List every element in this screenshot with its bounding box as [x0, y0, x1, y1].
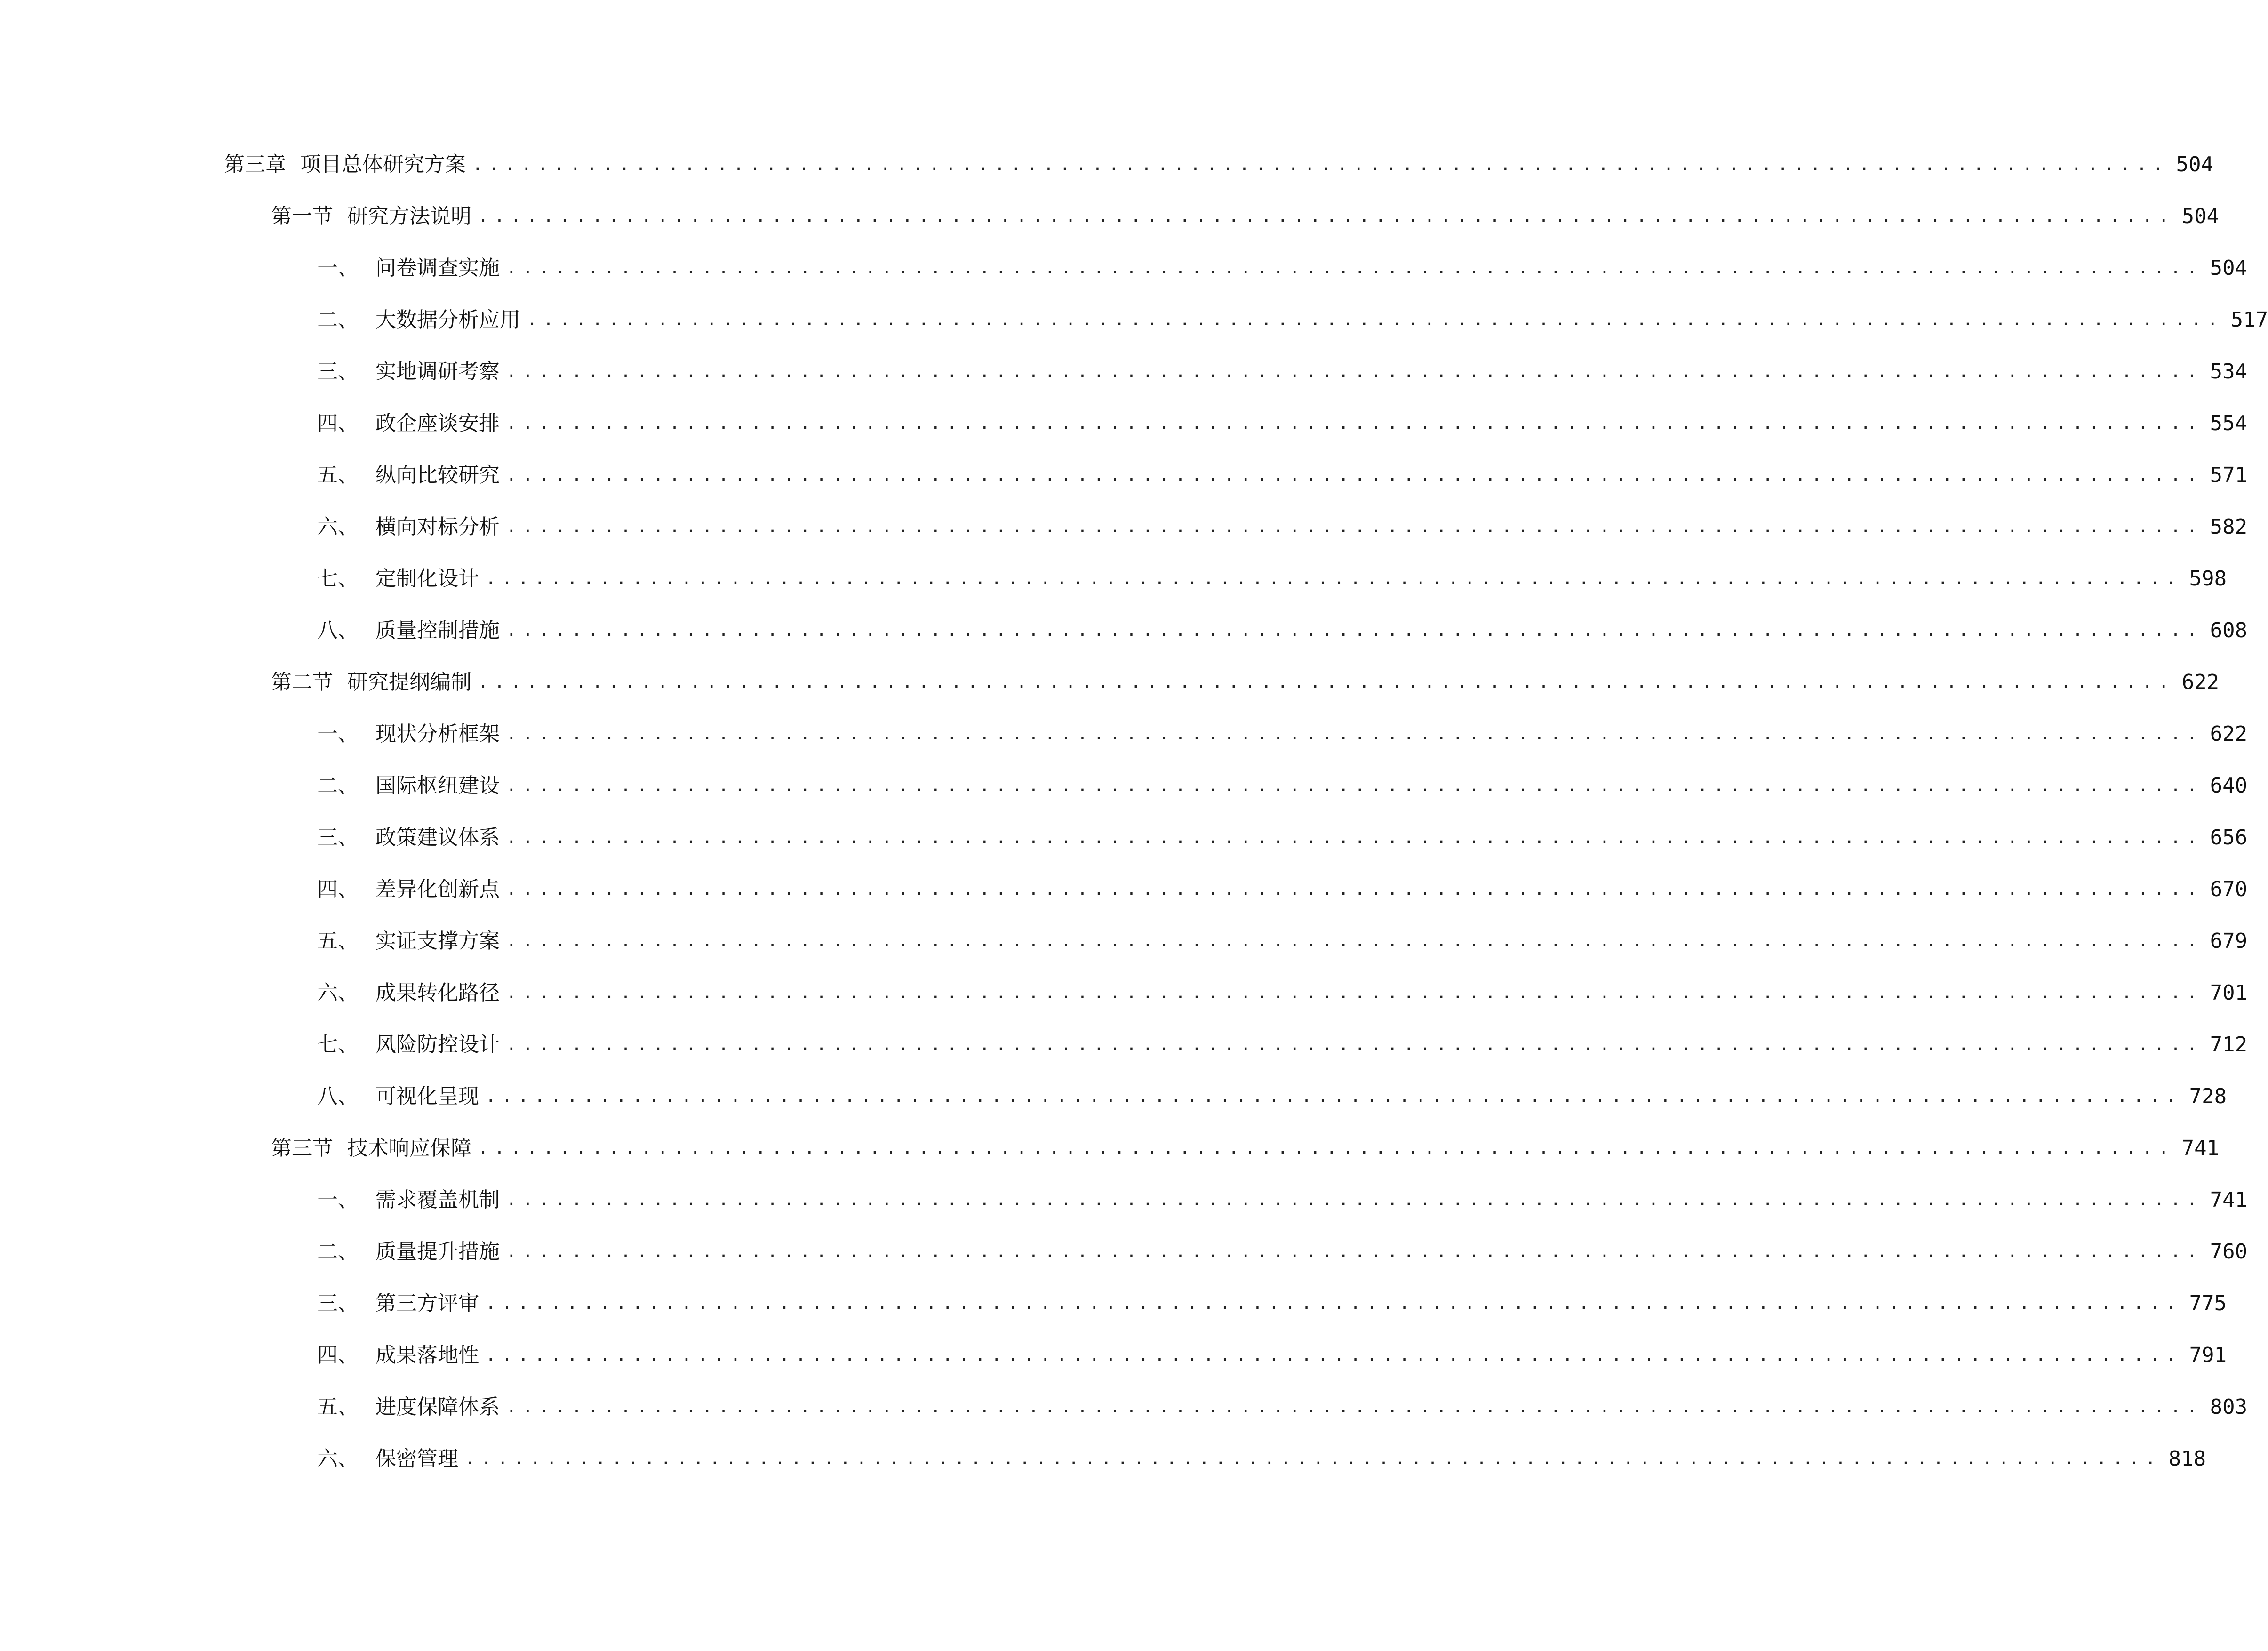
toc-entry-title: 定制化设计 — [375, 567, 479, 591]
toc-entry-title: 可视化呈现 — [375, 1084, 479, 1108]
toc-entry-section[interactable] — [271, 1130, 2220, 1167]
toc-entry-number: 七、 — [317, 1033, 359, 1057]
toc-entry-number: 六、 — [317, 981, 359, 1005]
toc-entry-number: 三、 — [317, 360, 359, 384]
dot-leader: ........................................................................................................ — [506, 1035, 2204, 1054]
dot-leader: ........................................................................................................ — [506, 776, 2204, 795]
toc-entry-number: 第三章 — [224, 152, 286, 176]
toc-entry-item[interactable] — [317, 1233, 2248, 1271]
toc-entry-title: 成果落地性 — [375, 1343, 479, 1367]
toc-entry-item[interactable] — [317, 249, 2248, 287]
toc-entry-number: 七、 — [317, 567, 359, 591]
toc-entry-title: 差异化创新点 — [375, 877, 500, 901]
toc-entry-item[interactable] — [317, 1388, 2248, 1426]
dot-leader: ........................................................................................................ — [478, 673, 2175, 692]
dot-leader: ........................................................................................................ — [506, 1190, 2204, 1210]
dot-leader: ........................................................................................................ — [506, 517, 2204, 537]
toc-entry-title: 现状分析框架 — [375, 722, 500, 746]
toc-entry-item[interactable] — [317, 405, 2248, 442]
toc-page-number: 598 — [2189, 567, 2227, 591]
toc-entry-number: 六、 — [317, 515, 359, 539]
toc-entry-title: 大数据分析应用 — [375, 308, 520, 332]
toc-entry-number: 一、 — [317, 256, 359, 280]
toc-entry-title: 成果转化路径 — [375, 981, 500, 1005]
dot-leader: ........................................................................................................ — [506, 724, 2204, 744]
toc-entry-item[interactable] — [317, 1440, 2206, 1478]
toc-entry-item[interactable] — [317, 508, 2248, 546]
toc-page-number: 504 — [2210, 256, 2248, 280]
dot-leader: ........................................................................................................ — [506, 258, 2204, 278]
toc-entry-number: 三、 — [317, 826, 359, 850]
toc-entry-number: 四、 — [317, 1343, 359, 1367]
toc-entry-title: 政策建议体系 — [375, 826, 500, 850]
dot-leader: ........................................................................................................ — [478, 1138, 2175, 1158]
dot-leader: ........................................................................................................ — [506, 362, 2204, 381]
toc-entry-title: 项目总体研究方案 — [300, 152, 466, 176]
dot-leader: ........................................................................................................ — [478, 207, 2175, 226]
toc-entry-number: 四、 — [317, 877, 359, 901]
toc-entry-number: 五、 — [317, 929, 359, 953]
toc-entry-item[interactable] — [317, 715, 2248, 753]
toc-entry-number: 二、 — [317, 308, 359, 332]
toc-entry-title: 问卷调查实施 — [375, 256, 500, 280]
toc-entry-number: 第二节 — [271, 670, 333, 694]
dot-leader: ........................................................................................................ — [506, 465, 2204, 485]
toc-page-number: 791 — [2189, 1343, 2227, 1367]
toc-entry-title: 纵向比较研究 — [375, 463, 500, 487]
toc-entry-title: 实地调研考察 — [375, 360, 500, 384]
toc-entry-number: 第一节 — [271, 204, 333, 228]
toc-entry-number: 六、 — [317, 1447, 359, 1471]
toc-page-number: 656 — [2210, 826, 2248, 850]
toc-entry-title: 实证支撑方案 — [375, 929, 500, 953]
toc-page-number: 582 — [2210, 515, 2248, 539]
toc-page-number: 728 — [2189, 1084, 2227, 1108]
dot-leader: ........................................................................................................ — [486, 1346, 2183, 1365]
dot-leader: ........................................................................................................ — [465, 1449, 2162, 1468]
toc-entry-item[interactable] — [317, 871, 2248, 908]
toc-page-number: 741 — [2181, 1136, 2220, 1160]
toc-entry-item[interactable] — [317, 1337, 2227, 1374]
toc-page-number: 554 — [2210, 411, 2248, 435]
toc-entry-section[interactable] — [271, 198, 2220, 235]
dot-leader: ........................................................................................................ — [506, 931, 2204, 951]
toc-entry-title: 研究提纲编制 — [347, 670, 471, 694]
toc-entry-number: 五、 — [317, 1395, 359, 1419]
toc-page-number: 504 — [2181, 204, 2220, 228]
toc-entry-number: 二、 — [317, 1240, 359, 1264]
toc-entry-section[interactable] — [271, 664, 2220, 701]
toc-entry-title: 质量提升措施 — [375, 1240, 500, 1264]
toc-entry-number: 四、 — [317, 411, 359, 435]
toc-entry-number: 三、 — [317, 1291, 359, 1315]
toc-entry-item[interactable] — [317, 974, 2248, 1012]
toc-page-number: 571 — [2210, 463, 2248, 487]
dot-leader: ........................................................................................................ — [506, 983, 2204, 1002]
toc-page-number: 741 — [2210, 1188, 2248, 1212]
toc-page-number: 504 — [2176, 152, 2214, 176]
dot-leader: ........................................................................................................ — [472, 155, 2170, 174]
toc-entry-item[interactable] — [317, 1026, 2248, 1064]
toc-entry-title: 研究方法说明 — [347, 204, 471, 228]
toc-page-number: 818 — [2168, 1447, 2206, 1471]
dot-leader: ........................................................................................................ — [506, 414, 2204, 433]
toc-page-number: 760 — [2210, 1240, 2248, 1264]
toc-entry-item[interactable] — [317, 1078, 2227, 1115]
dot-leader: ........................................................................................................ — [486, 1294, 2183, 1313]
toc-entry-item[interactable] — [317, 457, 2248, 494]
toc-entry-number: 八、 — [317, 618, 359, 642]
toc-page-number: 534 — [2210, 360, 2248, 384]
toc-entry-title: 需求覆盖机制 — [375, 1188, 500, 1212]
toc-entry-title: 进度保障体系 — [375, 1395, 500, 1419]
toc-entry-title: 保密管理 — [375, 1447, 458, 1471]
toc-entry-item[interactable] — [317, 301, 2268, 339]
toc-page-number: 622 — [2210, 722, 2248, 746]
dot-leader: ........................................................................................................ — [506, 1397, 2204, 1417]
toc-entry-item[interactable] — [317, 1181, 2248, 1219]
toc-page-number: 803 — [2210, 1395, 2248, 1419]
toc-page-number: 775 — [2189, 1291, 2227, 1315]
toc-entry-number: 一、 — [317, 722, 359, 746]
toc-entry-title: 风险防控设计 — [375, 1033, 500, 1057]
dot-leader: ........................................................................................................ — [486, 569, 2183, 588]
toc-page-number: 608 — [2210, 618, 2248, 642]
toc-entry-item[interactable] — [317, 612, 2248, 649]
toc-page-number: 712 — [2210, 1033, 2248, 1057]
toc-entry-item[interactable] — [317, 353, 2248, 391]
toc-entry-title: 横向对标分析 — [375, 515, 500, 539]
toc-entry-number: 八、 — [317, 1084, 359, 1108]
toc-page-number: 670 — [2210, 877, 2248, 901]
toc-page-number: 701 — [2210, 981, 2248, 1005]
dot-leader: ........................................................................................................ — [486, 1087, 2183, 1106]
toc-page-number: 622 — [2181, 670, 2220, 694]
toc-entry-item[interactable] — [317, 819, 2248, 857]
toc-entry-title: 第三方评审 — [375, 1291, 479, 1315]
toc-entry-chapter[interactable] — [224, 146, 2214, 184]
toc-entry-number: 五、 — [317, 463, 359, 487]
toc-entry-number: 一、 — [317, 1188, 359, 1212]
toc-entry-title: 政企座谈安排 — [375, 411, 500, 435]
dot-leader: ........................................................................................................ — [506, 828, 2204, 847]
toc-entry-number: 第三节 — [271, 1136, 333, 1160]
dot-leader: ........................................................................................................ — [527, 310, 2224, 329]
toc-entry-item[interactable] — [317, 767, 2248, 805]
dot-leader: ........................................................................................................ — [506, 621, 2204, 640]
toc-page-number: 640 — [2210, 774, 2248, 798]
toc-entry-item[interactable] — [317, 560, 2227, 598]
toc-entry-title: 质量控制措施 — [375, 618, 500, 642]
toc-entry-number: 二、 — [317, 774, 359, 798]
toc-entry-title: 国际枢纽建设 — [375, 774, 500, 798]
toc-entry-item[interactable] — [317, 1285, 2227, 1322]
dot-leader: ........................................................................................................ — [506, 1242, 2204, 1261]
toc-entry-title: 技术响应保障 — [347, 1136, 471, 1160]
dot-leader: ........................................................................................................ — [506, 880, 2204, 899]
toc-page-number: 517 — [2230, 308, 2268, 332]
toc-entry-item[interactable] — [317, 922, 2248, 960]
toc-page-number: 679 — [2210, 929, 2248, 953]
